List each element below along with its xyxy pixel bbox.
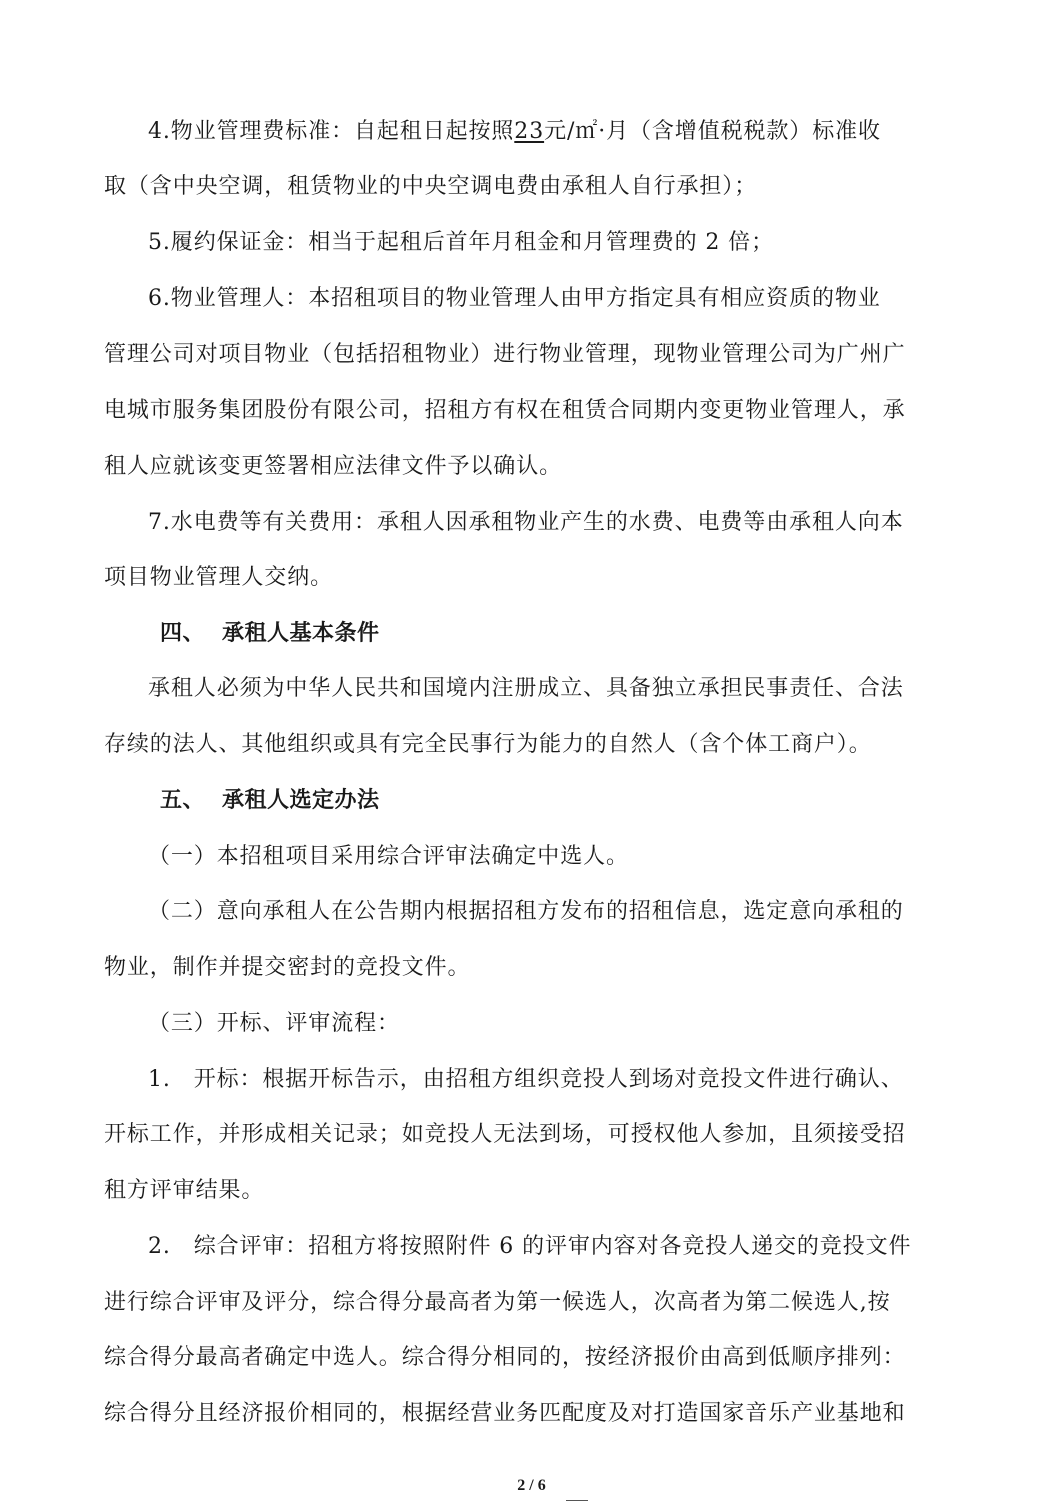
paragraph-line: （三）开标、评审流程：	[148, 1011, 400, 1036]
text-span: 4.物业管理费标准：自起租日起按照	[148, 119, 515, 144]
paragraph-line: 物业，制作并提交密封的竞投文件。	[104, 955, 471, 980]
paragraph-line: 项目物业管理人交纳。	[104, 565, 334, 590]
section-number: 五、	[160, 788, 206, 813]
paragraph-line: 存续的法人、其他组织或具有完全民事行为能力的自然人（含个体工商户）。	[104, 732, 872, 757]
paragraph-line: 租人应就该变更签署相应法律文件予以确认。	[104, 454, 563, 479]
text-span: 元/㎡·月（含增值税税款）标准收	[544, 119, 881, 144]
paragraph-line: 进行综合评审及评分，综合得分最高者为第一候选人，次高者为第二候选人,按	[104, 1290, 891, 1315]
paragraph-line: 7.水电费等有关费用：承租人因承租物业产生的水费、电费等由承租人向本	[148, 510, 904, 535]
paragraph-line: 2. 综合评审：招租方将按照附件 6 的评审内容对各竞投人递交的竞投文件	[148, 1234, 912, 1259]
paragraph-line: （一）本招租项目采用综合评审法确定中选人。	[148, 844, 629, 869]
section-heading	[160, 786, 990, 816]
section-title: 承租人选定办法	[222, 788, 380, 813]
section-title: 承租人基本条件	[222, 621, 380, 646]
paragraph-line: 承租人必须为中华人民共和国境内注册成立、具备独立承担民事责任、合法	[148, 676, 904, 701]
paragraph-line: 6.物业管理人：本招租项目的物业管理人由甲方指定具有相应资质的物业	[148, 286, 881, 311]
paragraph-line: 1. 开标：根据开标告示，由招租方组织竞投人到场对竞投文件进行确认、	[148, 1067, 904, 1092]
paragraph-line: 开标工作，并形成相关记录；如竞投人无法到场，可授权他人参加，且须接受招	[104, 1122, 906, 1147]
paragraph-line: 综合得分最高者确定中选人。综合得分相同的，按经济报价由高到低顺序排列：	[104, 1345, 906, 1370]
paragraph-line: 租方评审结果。	[104, 1178, 265, 1203]
paragraph-line: 管理公司对项目物业（包括招租物业）进行物业管理，现物业管理公司为广州广	[104, 342, 906, 367]
paragraph-line: （二）意向承租人在公告期内根据招租方发布的招租信息，选定意向承租的	[148, 899, 904, 924]
section-heading	[160, 619, 990, 649]
page-number: 2 / 6	[517, 1477, 546, 1494]
paragraph-line: 取（含中央空调，租赁物业的中央空调电费由承租人自行承担）；	[104, 174, 758, 199]
underlined-value: 23	[514, 119, 545, 144]
paragraph-line: 电城市服务集团股份有限公司，招租方有权在租赁合同期内变更物业管理人，承	[104, 398, 906, 423]
paragraph-line: 5.履约保证金：相当于起租后首年月租金和月管理费的 2 倍；	[148, 230, 774, 255]
footer-divider	[566, 1500, 588, 1501]
section-number: 四、	[160, 621, 206, 646]
paragraph-line	[148, 117, 934, 147]
paragraph-line: 综合得分且经济报价相同的，根据经营业务匹配度及对打造国家音乐产业基地和	[104, 1401, 906, 1426]
